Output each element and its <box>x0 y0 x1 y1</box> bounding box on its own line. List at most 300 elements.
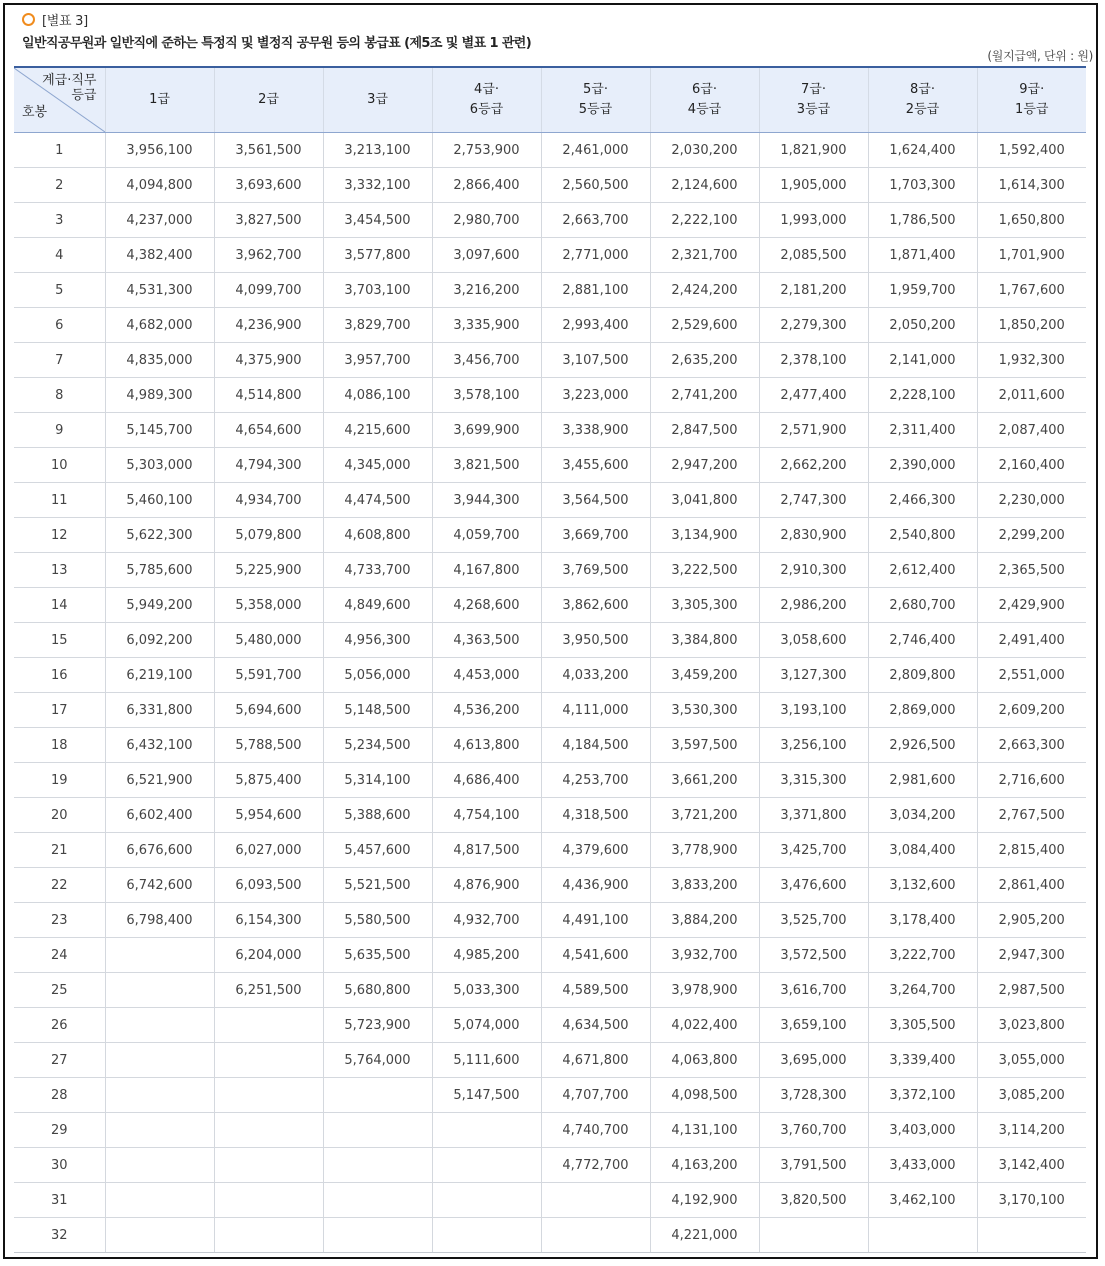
step-cell: 10 <box>14 448 105 483</box>
table-row <box>14 1218 1086 1253</box>
salary-cell: 3,193,100 <box>759 693 868 728</box>
salary-cell: 3,791,500 <box>759 1148 868 1183</box>
salary-cell: 2,050,200 <box>868 308 977 343</box>
column-header-line: 6급· <box>692 82 717 97</box>
salary-cell <box>105 973 214 1008</box>
salary-cell: 3,433,000 <box>868 1148 977 1183</box>
salary-cell: 5,457,600 <box>323 833 432 868</box>
salary-cell: 1,624,400 <box>868 133 977 168</box>
salary-cell: 2,830,900 <box>759 518 868 553</box>
salary-cell: 4,740,700 <box>541 1113 650 1148</box>
salary-cell: 2,809,800 <box>868 658 977 693</box>
salary-cell: 2,663,700 <box>541 203 650 238</box>
step-cell: 1 <box>14 133 105 168</box>
salary-cell: 4,876,900 <box>432 868 541 903</box>
salary-cell: 3,833,200 <box>650 868 759 903</box>
table-row <box>14 518 1086 553</box>
salary-cell: 3,978,900 <box>650 973 759 1008</box>
salary-cell <box>214 1148 323 1183</box>
salary-cell: 5,314,100 <box>323 763 432 798</box>
column-header <box>105 67 214 133</box>
salary-cell: 4,318,500 <box>541 798 650 833</box>
column-header <box>541 67 650 133</box>
salary-cell: 5,234,500 <box>323 728 432 763</box>
salary-cell: 4,794,300 <box>214 448 323 483</box>
salary-cell: 3,597,500 <box>650 728 759 763</box>
salary-cell: 6,093,500 <box>214 868 323 903</box>
salary-cell: 3,372,100 <box>868 1078 977 1113</box>
column-header-line: 3급 <box>367 92 388 107</box>
salary-cell: 6,742,600 <box>105 868 214 903</box>
salary-cell: 4,634,500 <box>541 1008 650 1043</box>
salary-cell: 4,131,100 <box>650 1113 759 1148</box>
salary-cell: 3,178,400 <box>868 903 977 938</box>
salary-cell: 3,884,200 <box>650 903 759 938</box>
salary-cell: 6,798,400 <box>105 903 214 938</box>
table-row <box>14 133 1086 168</box>
unit-note: (월지급액, 단위 : 원) <box>987 49 1093 63</box>
column-header-line: 8급· <box>910 82 935 97</box>
table-row <box>14 833 1086 868</box>
salary-cell: 4,817,500 <box>432 833 541 868</box>
salary-cell: 3,820,500 <box>759 1183 868 1218</box>
salary-cell: 2,011,600 <box>977 378 1086 413</box>
table-row <box>14 378 1086 413</box>
salary-cell: 3,525,700 <box>759 903 868 938</box>
salary-cell: 4,375,900 <box>214 343 323 378</box>
step-cell: 25 <box>14 973 105 1008</box>
salary-cell: 3,669,700 <box>541 518 650 553</box>
step-cell: 29 <box>14 1113 105 1148</box>
salary-cell: 3,769,500 <box>541 553 650 588</box>
step-cell: 20 <box>14 798 105 833</box>
salary-cell: 3,034,200 <box>868 798 977 833</box>
salary-cell: 4,221,000 <box>650 1218 759 1253</box>
step-cell: 3 <box>14 203 105 238</box>
salary-cell: 1,650,800 <box>977 203 1086 238</box>
salary-cell: 4,835,000 <box>105 343 214 378</box>
salary-cell: 3,305,500 <box>868 1008 977 1043</box>
salary-cell <box>105 1148 214 1183</box>
salary-cell: 6,154,300 <box>214 903 323 938</box>
salary-cell: 6,676,600 <box>105 833 214 868</box>
salary-cell: 2,947,300 <box>977 938 1086 973</box>
step-cell: 26 <box>14 1008 105 1043</box>
salary-cell: 2,741,200 <box>650 378 759 413</box>
salary-cell: 4,671,800 <box>541 1043 650 1078</box>
salary-cell: 4,613,800 <box>432 728 541 763</box>
salary-cell: 3,107,500 <box>541 343 650 378</box>
salary-cell: 5,074,000 <box>432 1008 541 1043</box>
salary-cell: 2,609,200 <box>977 693 1086 728</box>
column-header-line: 1등급 <box>1015 102 1049 117</box>
salary-cell: 2,910,300 <box>759 553 868 588</box>
step-cell: 22 <box>14 868 105 903</box>
salary-cell <box>105 938 214 973</box>
salary-cell: 3,256,100 <box>759 728 868 763</box>
step-cell: 9 <box>14 413 105 448</box>
salary-cell: 4,654,600 <box>214 413 323 448</box>
table-row <box>14 1183 1086 1218</box>
salary-cell: 2,746,400 <box>868 623 977 658</box>
step-cell: 23 <box>14 903 105 938</box>
salary-cell: 3,661,200 <box>650 763 759 798</box>
column-header-line: 5급· <box>583 82 608 97</box>
salary-cell: 3,564,500 <box>541 483 650 518</box>
table-label: [별표 3] <box>42 13 88 29</box>
salary-cell: 3,041,800 <box>650 483 759 518</box>
salary-cell: 5,875,400 <box>214 763 323 798</box>
salary-cell: 2,815,400 <box>977 833 1086 868</box>
salary-cell: 3,315,300 <box>759 763 868 798</box>
table-row <box>14 588 1086 623</box>
table-row <box>14 1008 1086 1043</box>
salary-cell: 2,926,500 <box>868 728 977 763</box>
column-header-line: 1급 <box>149 92 170 107</box>
salary-cell: 6,432,100 <box>105 728 214 763</box>
table-row <box>14 1043 1086 1078</box>
salary-cell <box>432 1218 541 1253</box>
column-header-line: 4급· <box>474 82 499 97</box>
salary-cell: 2,986,200 <box>759 588 868 623</box>
salary-cell: 4,589,500 <box>541 973 650 1008</box>
salary-cell: 4,514,800 <box>214 378 323 413</box>
salary-cell: 3,827,500 <box>214 203 323 238</box>
salary-cell: 5,147,500 <box>432 1078 541 1113</box>
salary-cell: 4,094,800 <box>105 168 214 203</box>
table-row <box>14 168 1086 203</box>
salary-cell: 2,160,400 <box>977 448 1086 483</box>
salary-cell: 5,521,500 <box>323 868 432 903</box>
salary-cell <box>214 1008 323 1043</box>
table-row <box>14 658 1086 693</box>
salary-cell: 3,699,900 <box>432 413 541 448</box>
salary-cell: 2,311,400 <box>868 413 977 448</box>
step-cell: 32 <box>14 1218 105 1253</box>
salary-cell: 2,560,500 <box>541 168 650 203</box>
salary-cell: 4,379,600 <box>541 833 650 868</box>
step-cell: 24 <box>14 938 105 973</box>
salary-cell: 5,460,100 <box>105 483 214 518</box>
salary-cell: 2,981,600 <box>868 763 977 798</box>
salary-cell: 2,540,800 <box>868 518 977 553</box>
table-row <box>14 868 1086 903</box>
salary-cell <box>541 1183 650 1218</box>
salary-cell: 3,339,400 <box>868 1043 977 1078</box>
salary-cell: 3,222,500 <box>650 553 759 588</box>
table-row <box>14 973 1086 1008</box>
salary-cell: 3,425,700 <box>759 833 868 868</box>
salary-cell: 5,145,700 <box>105 413 214 448</box>
salary-cell: 3,456,700 <box>432 343 541 378</box>
salary-cell: 3,264,700 <box>868 973 977 1008</box>
salary-cell <box>977 1218 1086 1253</box>
salary-cell: 1,821,900 <box>759 133 868 168</box>
salary-cell: 3,170,100 <box>977 1183 1086 1218</box>
salary-cell: 3,572,500 <box>759 938 868 973</box>
salary-cell: 2,767,500 <box>977 798 1086 833</box>
salary-cell: 3,778,900 <box>650 833 759 868</box>
salary-table <box>14 66 1086 1253</box>
salary-cell: 1,905,000 <box>759 168 868 203</box>
salary-cell: 3,962,700 <box>214 238 323 273</box>
salary-cell: 4,192,900 <box>650 1183 759 1218</box>
salary-cell: 2,771,000 <box>541 238 650 273</box>
salary-cell: 3,455,600 <box>541 448 650 483</box>
table-row <box>14 273 1086 308</box>
step-cell: 5 <box>14 273 105 308</box>
salary-cell: 2,747,300 <box>759 483 868 518</box>
table-row <box>14 343 1086 378</box>
salary-cell: 3,134,900 <box>650 518 759 553</box>
column-header-line: 2급 <box>258 92 279 107</box>
salary-cell: 1,767,600 <box>977 273 1086 308</box>
column-header <box>323 67 432 133</box>
salary-cell: 2,030,200 <box>650 133 759 168</box>
step-cell: 28 <box>14 1078 105 1113</box>
salary-cell: 4,022,400 <box>650 1008 759 1043</box>
salary-cell: 4,033,200 <box>541 658 650 693</box>
salary-cell: 2,429,900 <box>977 588 1086 623</box>
table-row <box>14 728 1086 763</box>
salary-cell: 4,111,000 <box>541 693 650 728</box>
salary-cell: 3,956,100 <box>105 133 214 168</box>
table-title: 일반직공무원과 일반직에 준하는 특정직 및 별정직 공무원 등의 봉급표 (제5조 및 별표 1 관련) <box>22 36 532 51</box>
salary-cell: 3,338,900 <box>541 413 650 448</box>
step-cell: 17 <box>14 693 105 728</box>
table-row <box>14 903 1086 938</box>
salary-cell <box>432 1113 541 1148</box>
salary-cell: 2,861,400 <box>977 868 1086 903</box>
salary-cell <box>105 1113 214 1148</box>
salary-cell: 4,436,900 <box>541 868 650 903</box>
salary-cell: 4,985,200 <box>432 938 541 973</box>
salary-cell: 3,616,700 <box>759 973 868 1008</box>
table-row <box>14 308 1086 343</box>
salary-cell <box>432 1148 541 1183</box>
salary-cell: 2,663,300 <box>977 728 1086 763</box>
salary-cell <box>323 1078 432 1113</box>
salary-cell: 4,215,600 <box>323 413 432 448</box>
salary-cell: 5,303,000 <box>105 448 214 483</box>
salary-cell <box>759 1218 868 1253</box>
step-cell: 15 <box>14 623 105 658</box>
salary-cell: 2,869,000 <box>868 693 977 728</box>
table-row <box>14 693 1086 728</box>
step-cell: 8 <box>14 378 105 413</box>
salary-cell: 2,228,100 <box>868 378 977 413</box>
step-cell: 16 <box>14 658 105 693</box>
salary-cell <box>868 1218 977 1253</box>
table-row <box>14 238 1086 273</box>
salary-cell <box>105 1183 214 1218</box>
step-cell: 31 <box>14 1183 105 1218</box>
step-cell: 4 <box>14 238 105 273</box>
salary-cell: 4,707,700 <box>541 1078 650 1113</box>
salary-cell: 2,662,200 <box>759 448 868 483</box>
salary-cell: 4,268,600 <box>432 588 541 623</box>
step-cell: 19 <box>14 763 105 798</box>
salary-cell: 3,530,300 <box>650 693 759 728</box>
salary-cell <box>323 1113 432 1148</box>
salary-cell: 5,480,000 <box>214 623 323 658</box>
salary-cell: 4,474,500 <box>323 483 432 518</box>
salary-cell: 3,695,000 <box>759 1043 868 1078</box>
salary-cell: 3,384,800 <box>650 623 759 658</box>
salary-cell: 4,099,700 <box>214 273 323 308</box>
step-cell: 21 <box>14 833 105 868</box>
salary-cell <box>105 1218 214 1253</box>
salary-cell: 4,541,600 <box>541 938 650 973</box>
salary-cell: 4,236,900 <box>214 308 323 343</box>
salary-cell: 3,213,100 <box>323 133 432 168</box>
salary-cell: 5,580,500 <box>323 903 432 938</box>
salary-cell: 3,721,200 <box>650 798 759 833</box>
salary-cell: 5,954,600 <box>214 798 323 833</box>
salary-cell: 2,087,400 <box>977 413 1086 448</box>
column-header <box>868 67 977 133</box>
salary-cell: 1,703,300 <box>868 168 977 203</box>
salary-cell <box>214 1218 323 1253</box>
table-body <box>14 133 1086 1253</box>
salary-cell: 2,124,600 <box>650 168 759 203</box>
salary-cell: 2,551,000 <box>977 658 1086 693</box>
salary-cell: 3,944,300 <box>432 483 541 518</box>
salary-cell: 4,184,500 <box>541 728 650 763</box>
salary-cell: 2,461,000 <box>541 133 650 168</box>
table-row <box>14 798 1086 833</box>
salary-cell: 6,027,000 <box>214 833 323 868</box>
salary-cell: 2,881,100 <box>541 273 650 308</box>
salary-cell: 5,591,700 <box>214 658 323 693</box>
table-row <box>14 413 1086 448</box>
salary-cell: 2,222,100 <box>650 203 759 238</box>
salary-cell: 6,092,200 <box>105 623 214 658</box>
salary-cell: 5,723,900 <box>323 1008 432 1043</box>
salary-cell: 1,614,300 <box>977 168 1086 203</box>
salary-cell: 1,959,700 <box>868 273 977 308</box>
salary-cell: 4,608,800 <box>323 518 432 553</box>
salary-cell: 6,521,900 <box>105 763 214 798</box>
salary-cell: 4,686,400 <box>432 763 541 798</box>
circle-bullet-icon <box>22 13 35 26</box>
salary-cell: 3,760,700 <box>759 1113 868 1148</box>
column-header-line: 9급· <box>1019 82 1045 97</box>
salary-cell: 4,086,100 <box>323 378 432 413</box>
step-cell: 12 <box>14 518 105 553</box>
salary-cell <box>105 1008 214 1043</box>
column-header-line: 3등급 <box>796 102 831 117</box>
step-cell: 2 <box>14 168 105 203</box>
salary-cell: 2,987,500 <box>977 973 1086 1008</box>
salary-cell <box>541 1218 650 1253</box>
salary-cell <box>214 1078 323 1113</box>
step-cell: 13 <box>14 553 105 588</box>
salary-cell: 3,578,100 <box>432 378 541 413</box>
salary-cell: 1,592,400 <box>977 133 1086 168</box>
salary-cell: 4,733,700 <box>323 553 432 588</box>
salary-cell: 4,754,100 <box>432 798 541 833</box>
salary-cell: 4,989,300 <box>105 378 214 413</box>
salary-cell: 2,571,900 <box>759 413 868 448</box>
salary-cell: 2,141,000 <box>868 343 977 378</box>
salary-cell: 2,612,400 <box>868 553 977 588</box>
salary-cell: 4,167,800 <box>432 553 541 588</box>
salary-cell <box>323 1183 432 1218</box>
salary-cell: 3,454,500 <box>323 203 432 238</box>
salary-cell <box>214 1113 323 1148</box>
salary-cell: 5,949,200 <box>105 588 214 623</box>
column-header-line: 5등급 <box>578 102 613 117</box>
salary-cell: 6,204,000 <box>214 938 323 973</box>
salary-cell <box>432 1183 541 1218</box>
salary-cell: 2,905,200 <box>977 903 1086 938</box>
salary-cell <box>323 1148 432 1183</box>
step-cell: 14 <box>14 588 105 623</box>
column-header <box>650 67 759 133</box>
salary-cell: 2,466,300 <box>868 483 977 518</box>
corner-step-label: 호봉 <box>22 105 48 120</box>
salary-cell: 4,382,400 <box>105 238 214 273</box>
salary-cell: 4,453,000 <box>432 658 541 693</box>
salary-cell: 2,866,400 <box>432 168 541 203</box>
salary-cell: 2,321,700 <box>650 238 759 273</box>
salary-cell: 2,947,200 <box>650 448 759 483</box>
salary-cell: 1,786,500 <box>868 203 977 238</box>
salary-cell: 3,058,600 <box>759 623 868 658</box>
salary-cell: 2,365,500 <box>977 553 1086 588</box>
salary-cell: 4,849,600 <box>323 588 432 623</box>
salary-cell: 1,871,400 <box>868 238 977 273</box>
salary-cell: 3,084,400 <box>868 833 977 868</box>
salary-cell: 4,098,500 <box>650 1078 759 1113</box>
salary-cell: 3,693,600 <box>214 168 323 203</box>
salary-cell: 3,142,400 <box>977 1148 1086 1183</box>
salary-cell: 2,085,500 <box>759 238 868 273</box>
salary-cell: 4,059,700 <box>432 518 541 553</box>
salary-cell: 3,403,000 <box>868 1113 977 1148</box>
salary-cell: 5,635,500 <box>323 938 432 973</box>
salary-cell: 5,056,000 <box>323 658 432 693</box>
salary-cell <box>105 1043 214 1078</box>
table-row <box>14 763 1086 798</box>
salary-cell: 5,358,000 <box>214 588 323 623</box>
salary-cell: 3,862,600 <box>541 588 650 623</box>
table-row <box>14 203 1086 238</box>
salary-cell: 3,462,100 <box>868 1183 977 1218</box>
salary-cell: 2,847,500 <box>650 413 759 448</box>
corner-grade-label: 계급·직무 등급 <box>42 73 97 103</box>
salary-cell: 2,230,000 <box>977 483 1086 518</box>
salary-cell: 3,459,200 <box>650 658 759 693</box>
salary-cell: 4,956,300 <box>323 623 432 658</box>
salary-cell: 3,728,300 <box>759 1078 868 1113</box>
salary-cell: 3,476,600 <box>759 868 868 903</box>
salary-cell: 5,622,300 <box>105 518 214 553</box>
salary-cell: 3,055,000 <box>977 1043 1086 1078</box>
salary-cell: 4,682,000 <box>105 308 214 343</box>
table-row <box>14 623 1086 658</box>
salary-cell: 5,388,600 <box>323 798 432 833</box>
salary-cell: 4,253,700 <box>541 763 650 798</box>
table-row <box>14 553 1086 588</box>
salary-cell: 3,335,900 <box>432 308 541 343</box>
salary-cell: 2,299,200 <box>977 518 1086 553</box>
salary-cell: 1,850,200 <box>977 308 1086 343</box>
salary-cell: 1,932,300 <box>977 343 1086 378</box>
salary-cell: 5,079,800 <box>214 518 323 553</box>
salary-cell: 6,602,400 <box>105 798 214 833</box>
